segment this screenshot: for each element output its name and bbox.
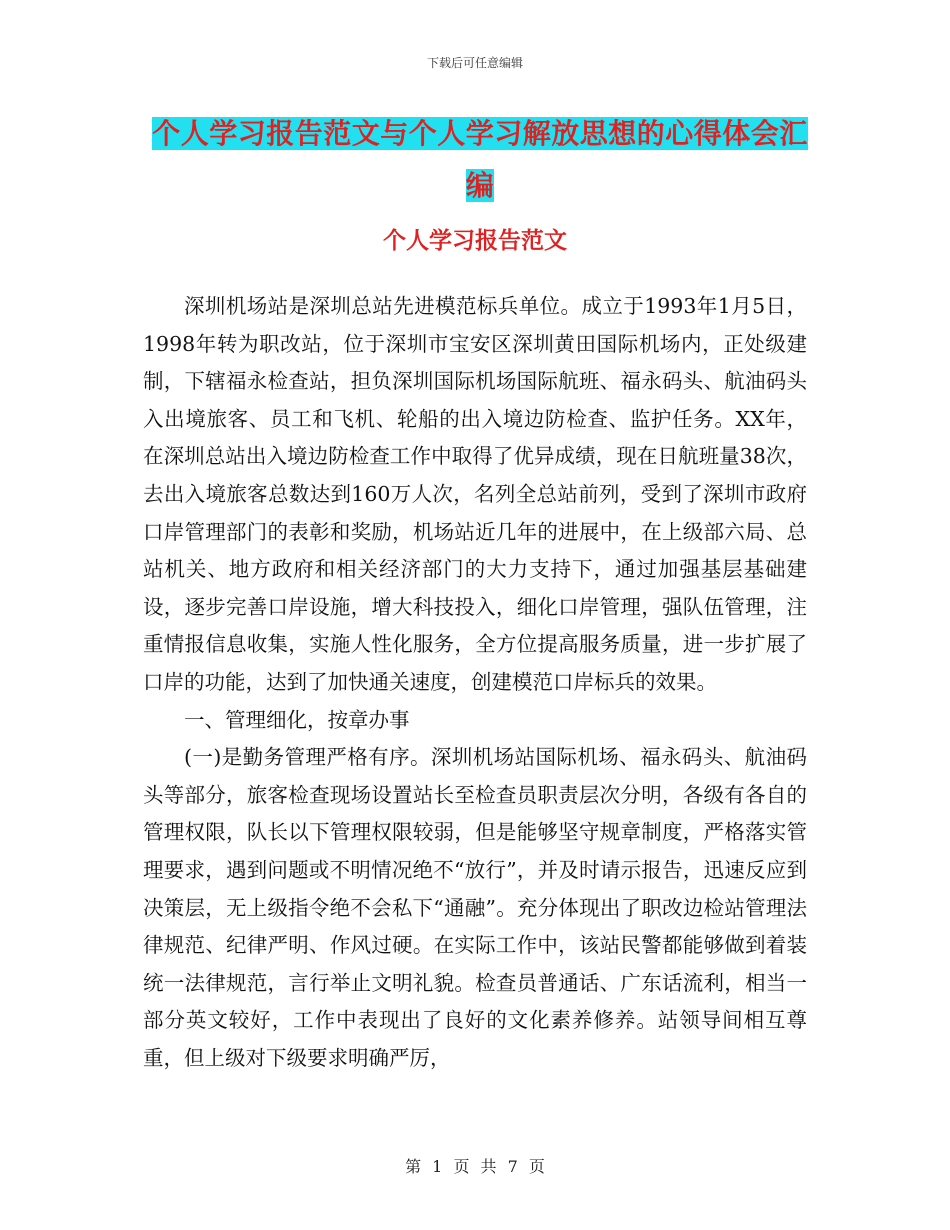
section-title: 个人学习报告范文 (383, 227, 567, 254)
paragraph-1-1: (一)是勤务管理严格有序。深圳机场站国际机场、福永码头、航油码头等部分，旅客检查现场设置站长至检查员职责层次分明，各级有各自的管理权限，队长以下管理权限较弱，但是能够坚守规章制度，严格落实管理要求，遇到问题或不明情况绝不“放行”，并及时请示报告，迅速反应到决策层，无上级指令绝不会私下“通融”。充分体现出了职改边检站管理法律规范、纪律严明、作风过硬。在实际工作中，该站民警都能够做到着装统一法律规范，言行举止文明礼貌。检查员普通话、广东话流利，相当一部分英文较好，工作中表现出了良好的文化素养修养。站领导间相互尊重，但上级对下级要求明确严厉， (143, 745, 807, 1070)
paragraph-intro: 深圳机场站是深圳总站先进模范标兵单位。成立于1993年1月5日，1998年转为职改站，位于深圳市宝安区深圳黄田国际机场内，正处级建制，下辖福永检查站，担负深圳国际机场国际航班、福永码头、航油码头入出境旅客、员工和飞机、轮船的出入境边防检查、监护任务。XX年，在深圳总站出入境边防检查工作中取得了优异成绩，现在日航班量38次，去出入境旅客总数达到160万人次，名列全总站前列，受到了深圳市政府口岸管理部门的表彰和奖励，机场站近几年的进展中，在上级部六局、总站机关、地方政府和相关经济部门的大力支持下，通过加强基层基础建设，逐步完善口岸设施，增大科技投入，细化口岸管理，强队伍管理，注重情报信息收集，实施人性化服务，全方位提高服务质量，进一步扩展了口岸的功能，达到了加快通关速度，创建模范口岸标兵的效果。 (143, 294, 807, 694)
page-indicator: 第 1 页 共 7 页 (405, 1157, 545, 1176)
paragraph-heading-1: 一、管理细化，按章办事 (184, 707, 410, 732)
document-title-text: 个人学习报告范文与个人学习解放思想的心得体会汇编 (152, 117, 808, 202)
header-note: 下载后可任意编辑 (426, 56, 523, 70)
document-title (140, 108, 820, 212)
document-body (143, 288, 807, 1077)
